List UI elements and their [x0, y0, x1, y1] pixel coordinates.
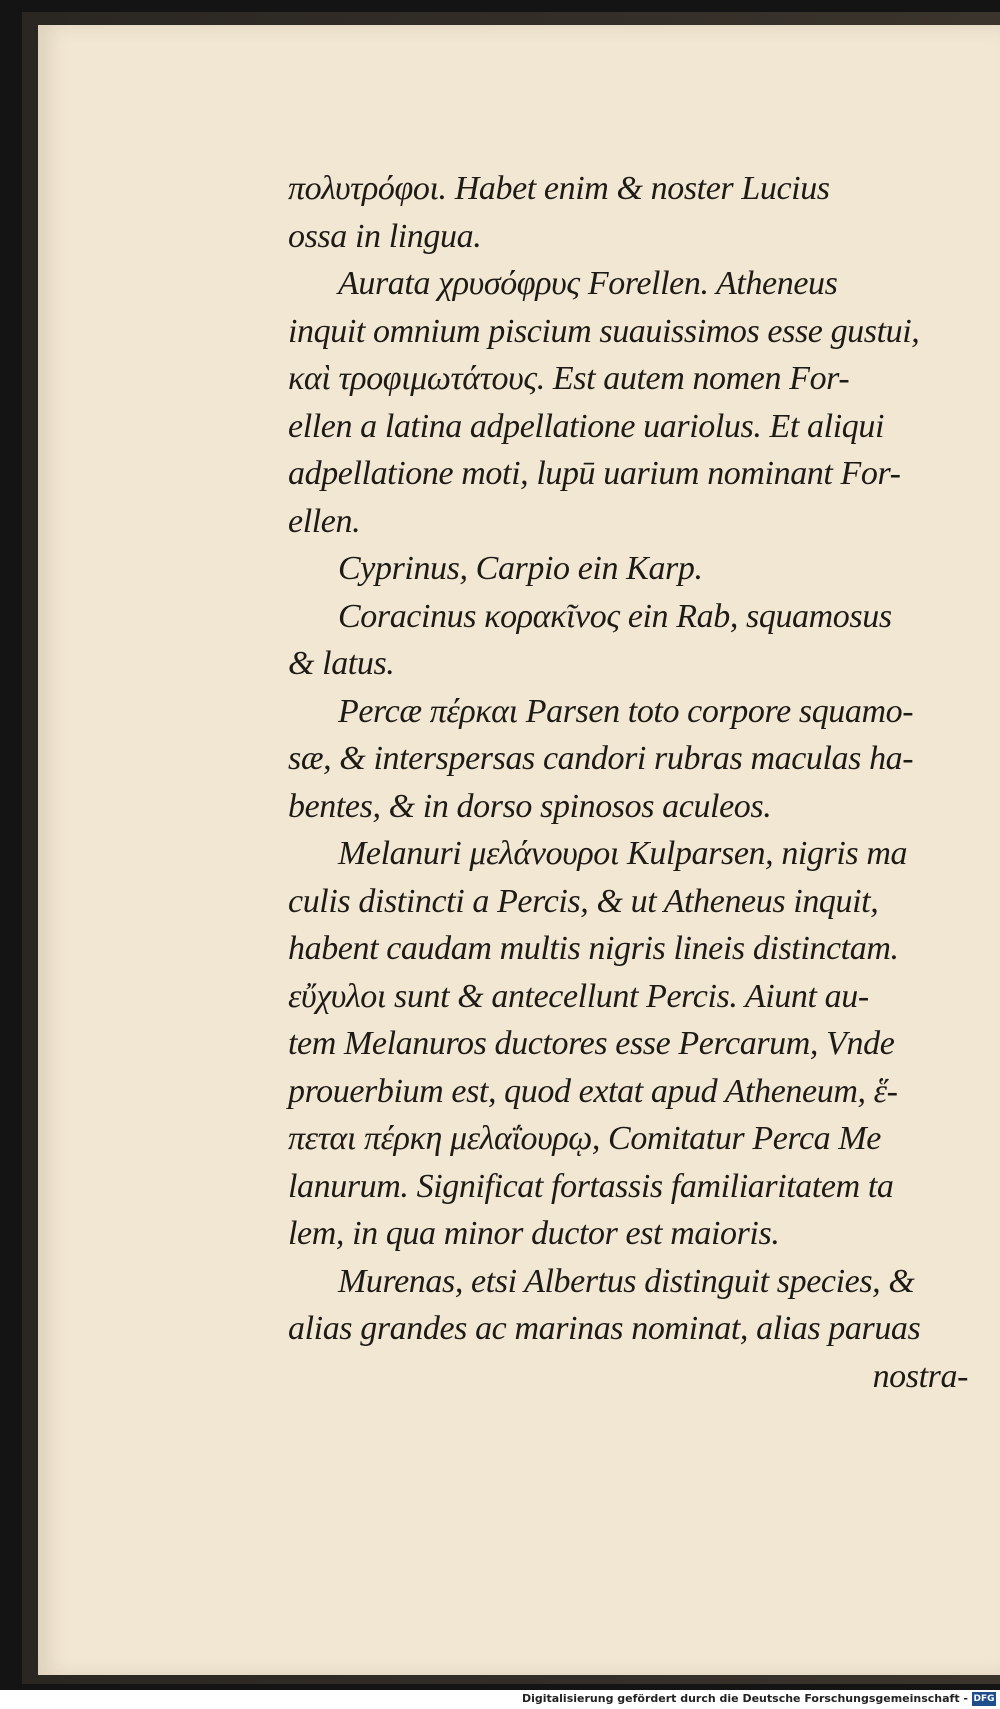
text-line: prouerbium est, quod extat apud Atheneum, ἕ- — [288, 1072, 898, 1110]
text-line: lanurum. Significat fortassis familiaritatem ta — [288, 1167, 894, 1205]
text-line: alias grandes ac marinas nominat, alias paruas — [288, 1310, 921, 1347]
text-line: bentes, & in dorso spinosos aculeos. — [288, 787, 772, 825]
text-line: Percæ πέρκαι Parsen toto corpore squamo- — [338, 692, 914, 730]
text-line: Cyprinus, Carpio ein Karp. — [338, 550, 703, 587]
text-line: Murenas, etsi Albertus distinguit species, & — [338, 1262, 915, 1300]
text-line: Melanuri μελάνουροι Kulparsen, nigris ma — [338, 835, 908, 872]
text-line: εὔχυλοι sunt & antecellunt Percis. Aiunt au- — [288, 977, 869, 1015]
footer-credit: Digitalisierung gefördert durch die Deutsche Forschungsgemeinschaft - — [521, 1692, 968, 1705]
dfg-logo: DFG — [973, 1694, 995, 1704]
text-line: habent caudam multis nigris lineis distinctam. — [288, 930, 899, 967]
text-line: tem Melanuros ductores esse Percarum, Vnde — [288, 1025, 895, 1062]
catchword: nostra- — [872, 1357, 968, 1395]
text-line: Coracinus κορακῖνος ein Rab, squamosus — [338, 597, 892, 635]
text-line: lem, in qua minor ductor est maioris. — [288, 1215, 780, 1252]
book-page — [38, 25, 1000, 1675]
digitization-footer — [0, 1690, 1000, 1709]
text-line: Aurata χρυσόφρυς Forellen. Atheneus — [338, 265, 838, 302]
text-line: καὶ τροφιμωτάτους. Est autem nomen For- — [288, 360, 850, 397]
text-block — [288, 165, 988, 1400]
text-line: ellen a latina adpellatione uariolus. Et aliqui — [288, 407, 884, 445]
text-line: culis distincti a Percis, & ut Atheneus inquit, — [288, 882, 879, 920]
text-line: ossa in lingua. — [288, 217, 482, 255]
text-line: adpellatione moti, lupū uarium nominant For- — [288, 455, 901, 492]
text-line: ellen. — [288, 502, 361, 540]
text-line: πεται πέρκη μελαΐουρῳ, Comitatur Perca Me — [288, 1120, 881, 1157]
text-line: & latus. — [288, 645, 395, 682]
text-line: sæ, & interspersas candori rubras maculas ha- — [288, 740, 914, 777]
text-line: πολυτρόφοι. Habet enim & noster Lucius — [288, 170, 830, 207]
text-line: inquit omnium piscium suauissimos esse gustui, — [288, 312, 920, 350]
